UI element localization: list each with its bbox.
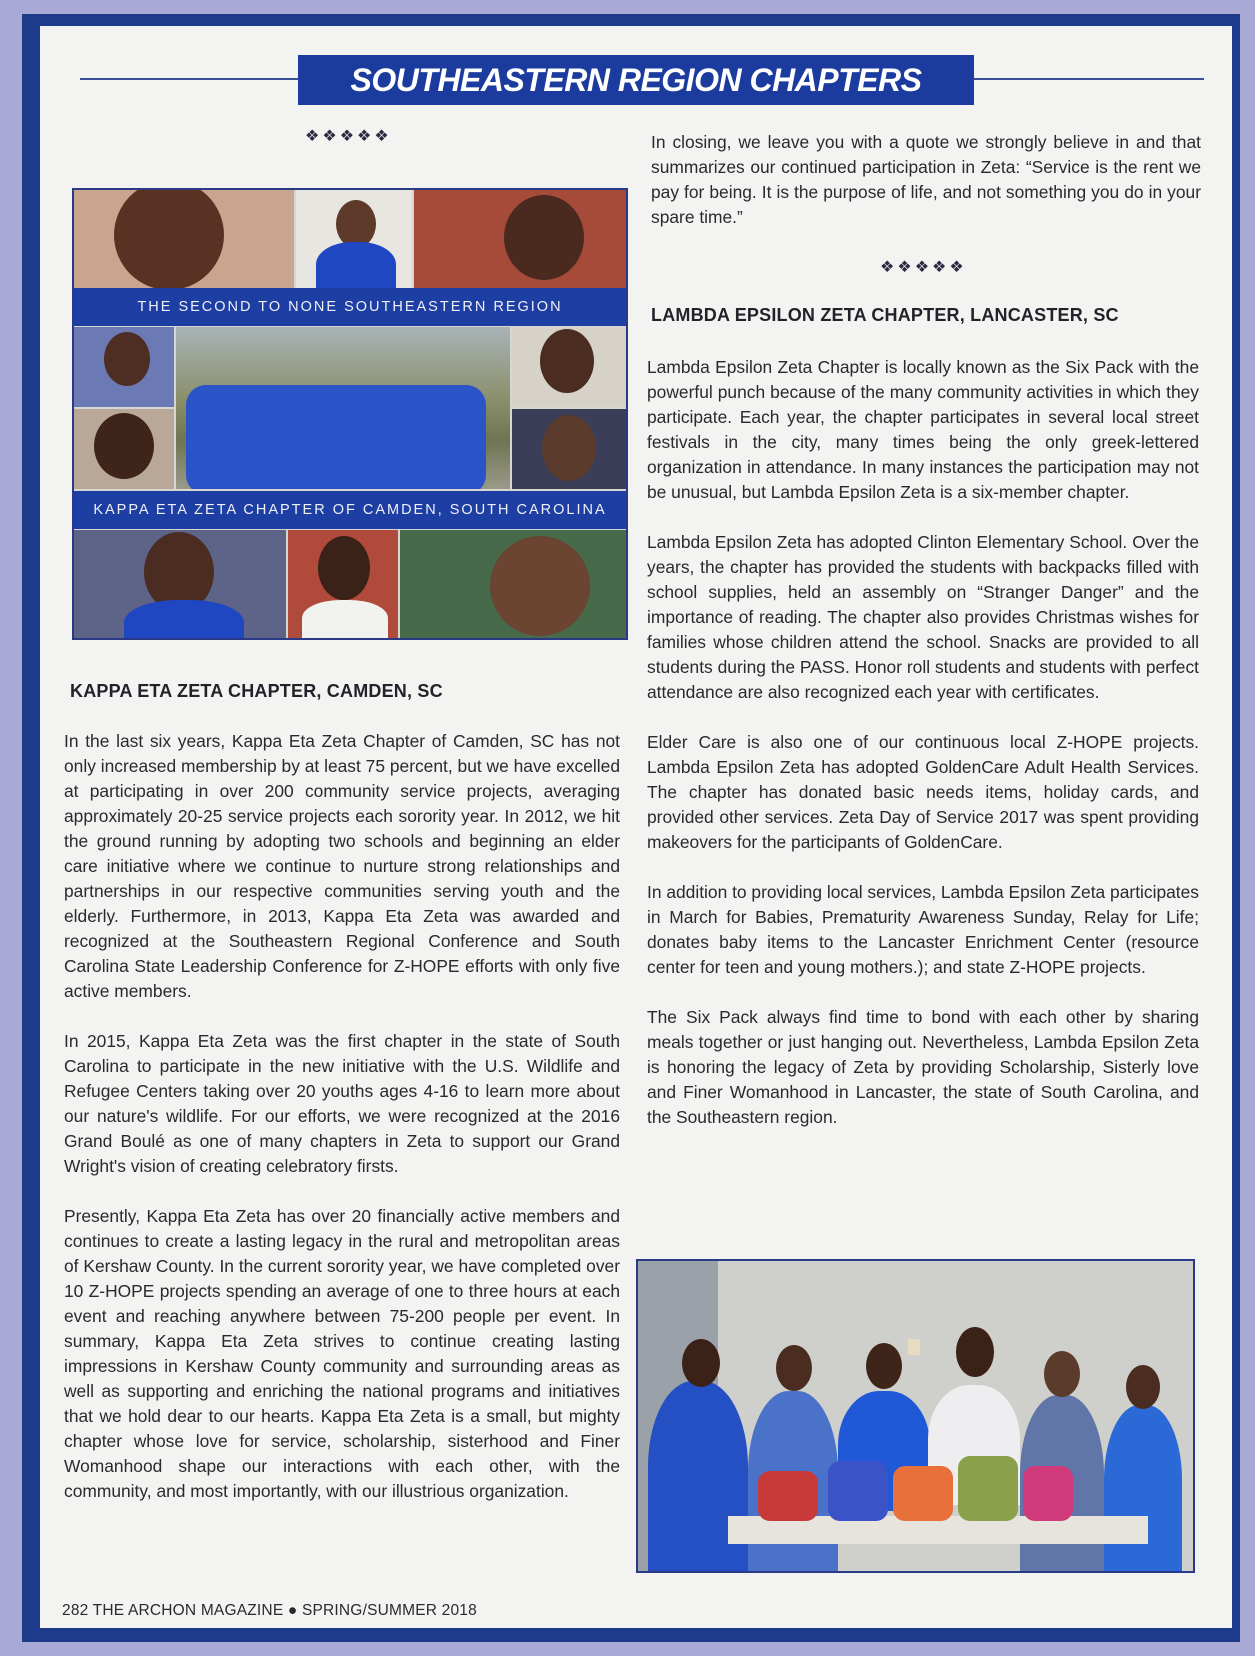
collage-caption-bottom: KAPPA ETA ZETA CHAPTER OF CAMDEN, SOUTH CAROLINA [74,491,626,529]
paragraph: In 2015, Kappa Eta Zeta was the first chapter in the state of South Carolina to participate in the new initiative with the U.S. Wildlife and Refugee Centers taking over 20 youths ages 4-16 to learn more about our nature's wildlife. For our efforts, we were recognized at the 2016 Grand Boulé as one of many chapters in Zeta to support our Grand Wright's vision of creating celebratory firsts. [64,1031,620,1176]
page-footer: 282 THE ARCHON MAGAZINE ● SPRING/SUMMER 2018 [62,1602,477,1619]
paragraph: Lambda Epsilon Zeta has adopted Clinton Elementary School. Over the years, the chapter has provided the students with backpacks filled with school supplies, held an assembly on “Stranger Danger” and the importance of reading. The chapter also provides Christmas wishes for families whose children attend the school. Snacks are provided to all students during the PASS. Honor roll students and students with perfect attendance are also recognized each year with certificates. [647,532,1199,702]
portrait-photo [288,530,398,638]
paragraph: Presently, Kappa Eta Zeta has over 20 financially active members and continues to create a lasting legacy in the rural and metropolitan areas of Kershaw County. In the current sorority year, we have completed over 10 Z-HOPE projects spending an average of one to three hours at each event and reaching anywhere between 75-200 people per event. In summary, Kappa Eta Zeta strives to continue creating lasting impressions in Kershaw County community and surrounding areas as well as supporting and enriching the national programs and initiatives that we hold dear to our hearts. Kappa Eta Zeta is a small, but mighty chapter whose love for service, scholarship, sisterhood and Finer Womanhood shape our interactions with each other, with the community, and most importantly, with our illustrious organization. [64,1206,620,1501]
portrait-photo [74,327,174,407]
portrait-photo [512,327,626,407]
portrait-photo [74,530,286,638]
ornament-divider: ❖❖❖❖❖ [305,128,392,145]
section-banner [298,55,974,105]
header-rule-right [974,78,1204,80]
paragraph: The Six Pack always find time to bond with each other by sharing meals together or just hanging out. Nevertheless, Lambda Epsilon Zeta is honoring the legacy of Zeta by providing Scholarship, Sisterly love and Finer Womanhood in Lancaster, the state of South Carolina, and the Southeastern region. [647,1007,1199,1127]
ornament-divider: ❖❖❖❖❖ [880,259,967,276]
paragraph: In the last six years, Kappa Eta Zeta Chapter of Camden, SC has not only increased membership by at least 75 percent, but we have excelled at participating in over 200 community service projects, averaging approximately 20-25 service projects each sorority year. In 2012, we hit the ground running by adopting two schools and beginning an elder care initiative where we continue to nurture strong relationships and partnerships in our respective communities serving youth and the elderly. Furthermore, in 2013, Kappa Eta Zeta was awarded and recognized at the Southeastern Regional Conference and South Carolina State Leadership Conference for Z-HOPE efforts with only five active members. [64,731,620,1001]
left-column-text [64,729,620,1529]
portrait-photo [74,409,174,489]
paragraph: In addition to providing local services, Lambda Epsilon Zeta participates in March for Babies, Prematurity Awareness Sunday, Relay for Life; donates baby items to the Lancaster Enrichment Center (resource center for teen and young mothers.); and state Z-HOPE projects. [647,882,1199,977]
kappa-eta-zeta-heading: KAPPA ETA ZETA CHAPTER, CAMDEN, SC [70,681,443,701]
banner-title: SOUTHEASTERN REGION CHAPTERS [350,61,922,98]
lambda-epsilon-zeta-group-photo [636,1259,1195,1573]
portrait-photo [74,190,294,288]
lambda-epsilon-zeta-heading: LAMBDA EPSILON ZETA CHAPTER, LANCASTER, SC [651,305,1119,325]
closing-quote [651,130,1201,255]
portrait-photo [400,530,626,638]
group-photo [176,327,510,489]
chapter-photo-collage [72,188,628,640]
header-rule-left [80,78,298,80]
portrait-photo [512,409,626,489]
paragraph: Elder Care is also one of our continuous local Z-HOPE projects. Lambda Epsilon Zeta has adopted GoldenCare Adult Health Services. The chapter has donated basic needs items, holiday cards, and provided other services. Zeta Day of Service 2017 was spent providing makeovers for the participants of GoldenCare. [647,732,1199,852]
paragraph: In closing, we leave you with a quote we strongly believe in and that summarizes our continued participation in Zeta: “Service is the rent we pay for being. It is the purpose of life, and not something you do in your spare time.” [651,132,1201,227]
right-column-text [647,355,1199,1155]
paragraph: Lambda Epsilon Zeta Chapter is locally known as the Six Pack with the powerful punch because of the many community activities in which they participate. Each year, the chapter participates in several local street festivals in the city, many times being the only greek-lettered organization in attendance. In many instances the participation may not be unusual, but Lambda Epsilon Zeta is a six-member chapter. [647,357,1199,502]
portrait-photo [296,190,412,288]
portrait-photo [414,190,626,288]
collage-caption-top: THE SECOND TO NONE SOUTHEASTERN REGION [74,288,626,326]
